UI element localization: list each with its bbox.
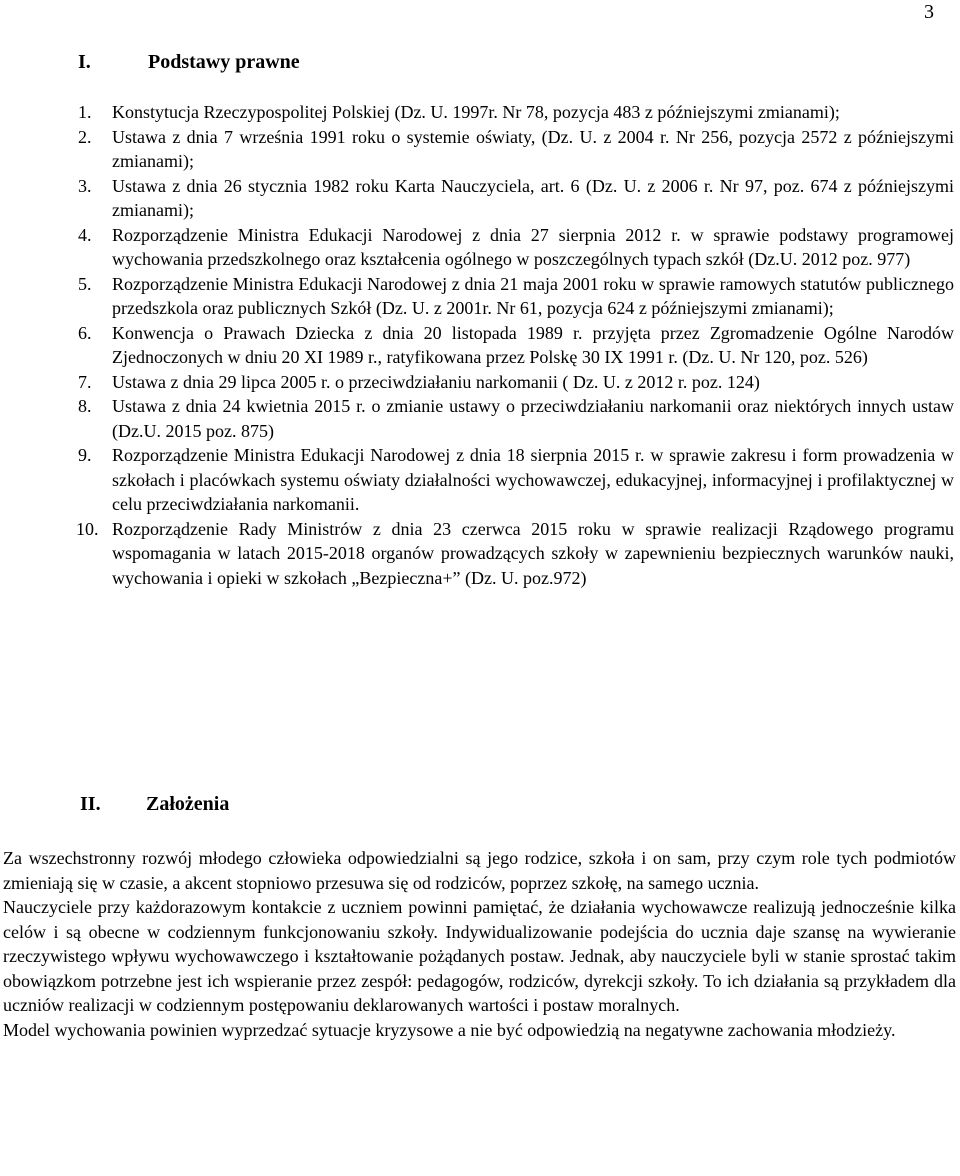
list-item <box>78 370 954 395</box>
list-item-text: Ustawa z dnia 7 września 1991 roku o systemie oświaty, (Dz. U. z 2004 r. Nr 256, pozycja 2572 z późniejszymi zmianami); <box>112 126 954 171</box>
list-item-text: Rozporządzenie Rady Ministrów z dnia 23 czerwca 2015 roku w sprawie realizacji Rządowego programu wspomagania w latach 2015-2018 organów prowadzących szkoły w zapewnieniu bezpiecznych warunków nauki, wychowania i opieki w szkołach „Bezpieczna+” (Dz. U. poz.972) <box>112 518 954 588</box>
list-item-number: 7. <box>78 371 92 392</box>
section-number: II. <box>80 793 101 815</box>
legal-basis-list <box>78 100 954 590</box>
list-item <box>78 394 954 443</box>
section-title: Założenia <box>146 793 230 815</box>
list-item <box>78 321 954 370</box>
list-item-text: Ustawa z dnia 29 lipca 2005 r. o przeciwdziałaniu narkomanii ( Dz. U. z 2012 r. poz. 124) <box>112 371 760 392</box>
page-number: 3 <box>924 1 934 23</box>
list-item <box>78 100 954 125</box>
list-item-number: 6. <box>78 322 92 343</box>
section-title: Podstawy prawne <box>148 51 300 73</box>
list-item <box>78 517 954 591</box>
list-item-text: Konwencja o Prawach Dziecka z dnia 20 listopada 1989 r. przyjęta przez Zgromadzenie Ogólne Narodów Zjednoczonych w dniu 20 XI 1989 r., ratyfikowana przez Polskę 30 IX 1991 r. (Dz. U. Nr 120, poz. 526) <box>112 322 954 367</box>
paragraph: Model wychowania powinien wyprzedzać sytuacje kryzysowe a nie być odpowiedzią na negatywne zachowania młodzieży. <box>3 1019 896 1040</box>
list-item-number: 3. <box>78 175 92 196</box>
paragraph: Nauczyciele przy każdorazowym kontakcie z uczniem powinni pamiętać, że działania wychowawcze realizują jednocześnie kilka celów i są obecne w codziennym funkcjonowaniu szkoły. Indywidualizowanie podejścia do ucznia daje szansę na wywieranie rzeczywistego wpływu wychowawczego i kształtowanie pożądanych postaw. Jednak, aby nauczyciele byli w stanie sprostać takim obowiązkom potrzebne jest ich wspieranie przez zespół: pedagogów, rodziców, dyrekcji szkoły. To ich działania są przykładem dla uczniów realizacji w codziennym postępowaniu deklarowanych wartości i postaw moralnych. <box>3 897 956 1015</box>
list-item-number: 9. <box>78 445 92 465</box>
list-item-number: 4. <box>78 224 92 245</box>
list-item-number: 8. <box>78 396 92 416</box>
list-item <box>78 272 954 321</box>
list-item-text: Ustawa z dnia 24 kwietnia 2015 r. o zmianie ustawy o przeciwdziałaniu narkomanii oraz niektórych innych ustaw (Dz.U. 2015 poz. 875) <box>112 396 954 441</box>
list-item <box>78 443 954 517</box>
list-item <box>78 223 954 272</box>
list-item-text: Ustawa z dnia 26 stycznia 1982 roku Karta Nauczyciela, art. 6 (Dz. U. z 2006 r. Nr 97, poz. 674 z późniejszymi zmianami); <box>112 175 954 220</box>
list-item-text: Rozporządzenie Ministra Edukacji Narodowej z dnia 18 sierpnia 2015 r. w sprawie zakresu i form prowadzenia w szkołach i placówkach systemu oświaty działalności wychowawczej, edukacyjnej, informacyjnej i profilaktycznej w celu przeciwdziałania narkomanii. <box>112 445 954 514</box>
paragraph: Za wszechstronny rozwój młodego człowieka odpowiedzialni są jego rodzice, szkoła i on sam, przy czym role tych podmiotów zmieniają się w czasie, a akcent stopniowo przesuwa się od rodziców, poprzez szkołę, na samego ucznia. <box>3 848 956 893</box>
section-heading-legal-basis <box>78 50 300 74</box>
assumptions-body <box>3 846 956 1042</box>
section-heading-assumptions <box>80 792 229 816</box>
list-item-number: 5. <box>78 273 92 294</box>
list-item <box>78 174 954 223</box>
list-item <box>78 125 954 174</box>
list-item-number: 2. <box>78 126 92 147</box>
section-number: I. <box>78 51 91 73</box>
list-item-text: Konstytucja Rzeczypospolitej Polskiej (Dz. U. 1997r. Nr 78, pozycja 483 z późniejszymi zmianami); <box>112 102 840 122</box>
list-item-number: 1. <box>78 102 92 122</box>
list-item-text: Rozporządzenie Ministra Edukacji Narodowej z dnia 27 sierpnia 2012 r. w sprawie podstawy programowej wychowania przedszkolnego oraz kształcenia ogólnego w poszczególnych typach szkół (Dz.U. 2012 poz. 977) <box>112 224 954 269</box>
list-item-text: Rozporządzenie Ministra Edukacji Narodowej z dnia 21 maja 2001 roku w sprawie ramowych statutów publicznego przedszkola oraz publicznych Szkół (Dz. U. z 2001r. Nr 61, pozycja 624 z późniejszymi zmianami); <box>112 273 954 318</box>
list-item-number: 10. <box>76 518 99 539</box>
